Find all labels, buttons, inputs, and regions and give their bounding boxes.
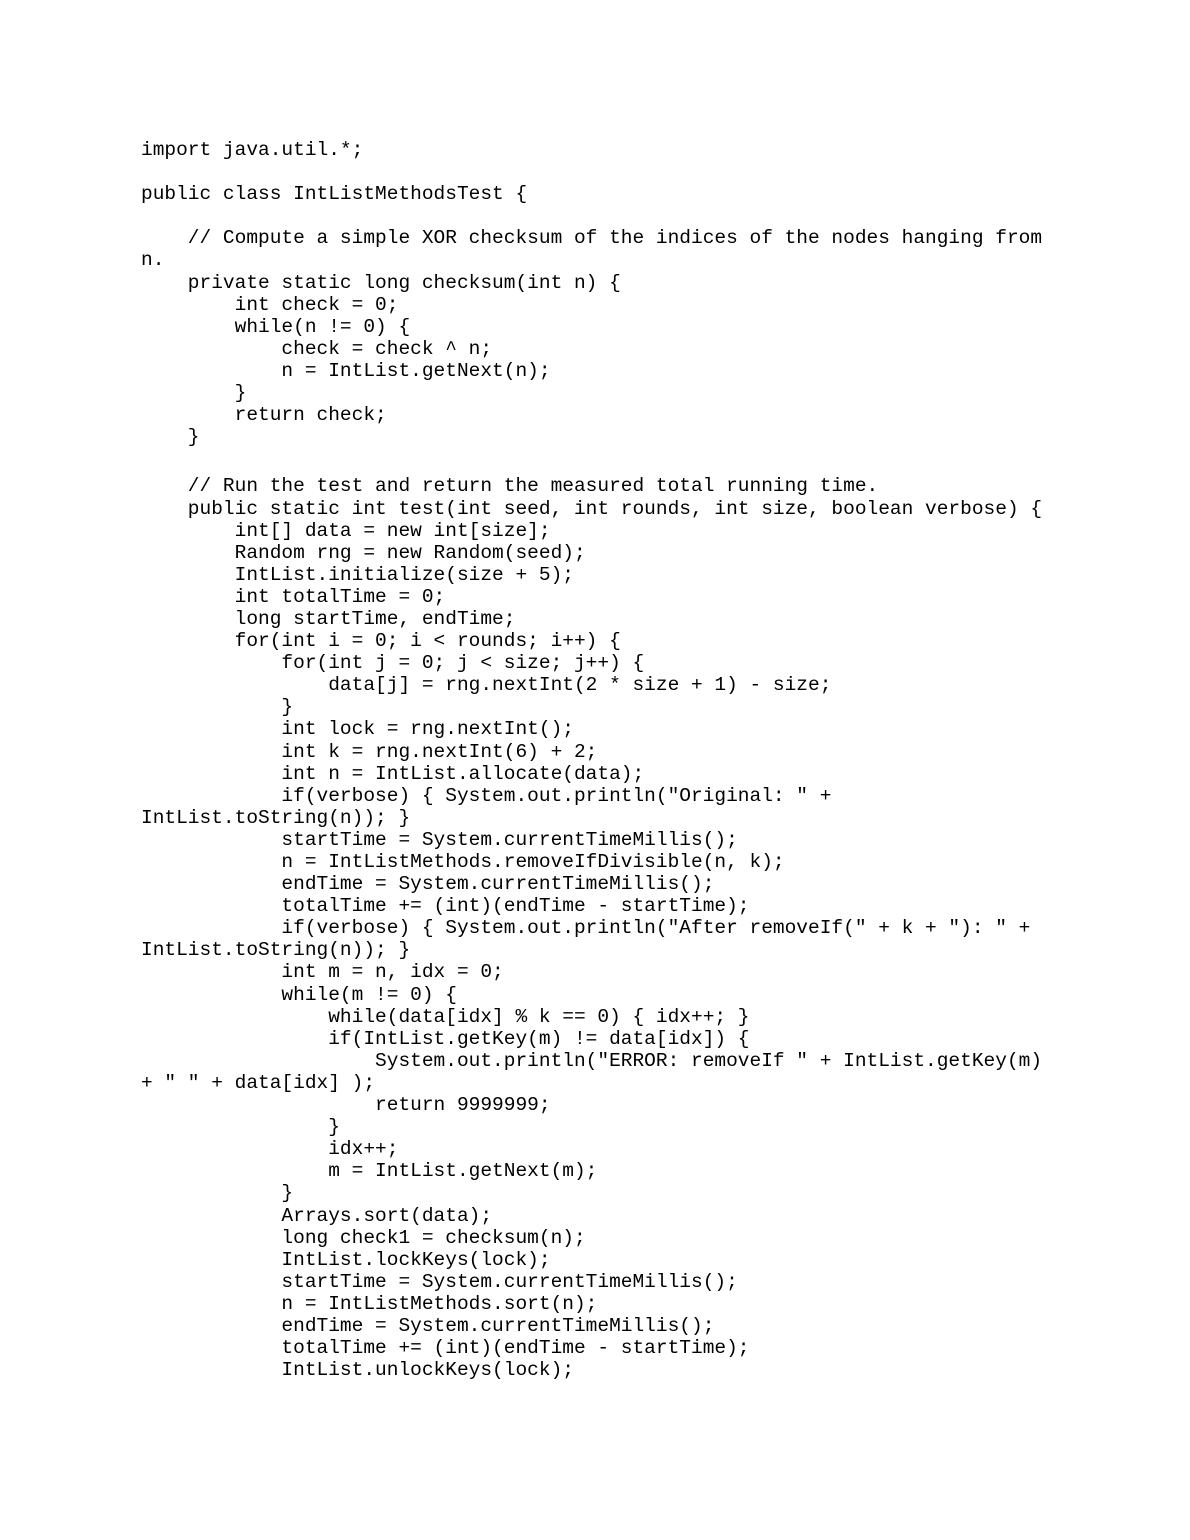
code-line: int totalTime = 0; — [141, 585, 446, 608]
code-line: Random rng = new Random(seed); — [141, 541, 586, 564]
code-line: check = check ^ n; — [141, 337, 493, 360]
code-line: while(m != 0) { — [141, 983, 457, 1006]
code-line: int[] data = new int[size]; — [141, 519, 551, 542]
code-line: public static int test(int seed, int rounds, int size, boolean verbose) { — [141, 497, 1043, 520]
code-line: // Compute a simple XOR checksum of the indices of the nodes hanging from — [141, 227, 1043, 250]
code-line: for(int j = 0; j < size; j++) { — [141, 652, 645, 675]
code-line: + " " + data[idx] ); — [141, 1071, 376, 1094]
blank-line — [141, 205, 1051, 227]
code-line: totalTime += (int)(endTime - startTime); — [141, 895, 750, 918]
code-line: int m = n, idx = 0; — [141, 961, 504, 984]
code-line: while(data[idx] % k == 0) { idx++; } — [141, 1005, 750, 1028]
code-line: long startTime, endTime; — [141, 607, 516, 630]
code-line: int n = IntList.allocate(data); — [141, 762, 645, 785]
code-line: } — [141, 1182, 294, 1205]
code-line: if(IntList.getKey(m) != data[idx]) { — [141, 1027, 750, 1050]
code-line: startTime = System.currentTimeMillis(); — [141, 1270, 738, 1293]
code-line: if(verbose) { System.out.println("Original: " + — [141, 784, 832, 807]
code-line: totalTime += (int)(endTime - startTime); — [141, 1337, 750, 1360]
code-line: } — [141, 696, 294, 719]
code-line: IntList.toString(n)); } — [141, 939, 411, 962]
code-line: n = IntList.getNext(n); — [141, 359, 551, 382]
code-line: while(n != 0) { — [141, 315, 411, 338]
code-line: int check = 0; — [141, 293, 399, 316]
code-line: IntList.unlockKeys(lock); — [141, 1359, 574, 1382]
code-line: IntList.toString(n)); } — [141, 806, 411, 829]
code-line: } — [141, 426, 200, 449]
code-line: startTime = System.currentTimeMillis(); — [141, 828, 738, 851]
code-line: long check1 = checksum(n); — [141, 1226, 586, 1249]
code-line: for(int i = 0; i < rounds; i++) { — [141, 630, 621, 653]
code-line: if(verbose) { System.out.println("After removeIf(" + k + "): " + — [141, 917, 1031, 940]
code-line: n = IntListMethods.removeIfDivisible(n, k); — [141, 851, 785, 873]
code-line: int lock = rng.nextInt(); — [141, 718, 574, 741]
code-line: n = IntListMethods.sort(n); — [141, 1292, 598, 1315]
code-line: endTime = System.currentTimeMillis(); — [141, 873, 715, 896]
code-line: m = IntList.getNext(m); — [141, 1160, 598, 1183]
code-line: } — [141, 1116, 340, 1139]
code-line: // Run the test and return the measured total running time. — [141, 475, 879, 498]
code-line: IntList.initialize(size + 5); — [141, 563, 574, 586]
code-line: idx++; — [141, 1138, 399, 1161]
code-line: import java.util.*; — [141, 139, 364, 161]
code-listing — [141, 139, 1051, 1381]
code-line: private static long checksum(int n) { — [141, 271, 621, 294]
code-line: IntList.lockKeys(lock); — [141, 1248, 551, 1271]
blank-line — [141, 161, 1051, 183]
blank-line — [141, 448, 1051, 470]
code-line: n. — [141, 249, 165, 272]
code-line: public class IntListMethodsTest { — [141, 183, 528, 206]
code-line: Arrays.sort(data); — [141, 1204, 493, 1227]
code-line: data[j] = rng.nextInt(2 * size + 1) - size; — [141, 674, 832, 697]
code-line: int k = rng.nextInt(6) + 2; — [141, 740, 598, 763]
code-line: System.out.println("ERROR: removeIf " + IntList.getKey(m) — [141, 1049, 1043, 1072]
code-line: } — [141, 382, 247, 405]
code-line: return check; — [141, 404, 387, 427]
code-line: return 9999999; — [141, 1094, 551, 1117]
code-line: endTime = System.currentTimeMillis(); — [141, 1314, 715, 1337]
